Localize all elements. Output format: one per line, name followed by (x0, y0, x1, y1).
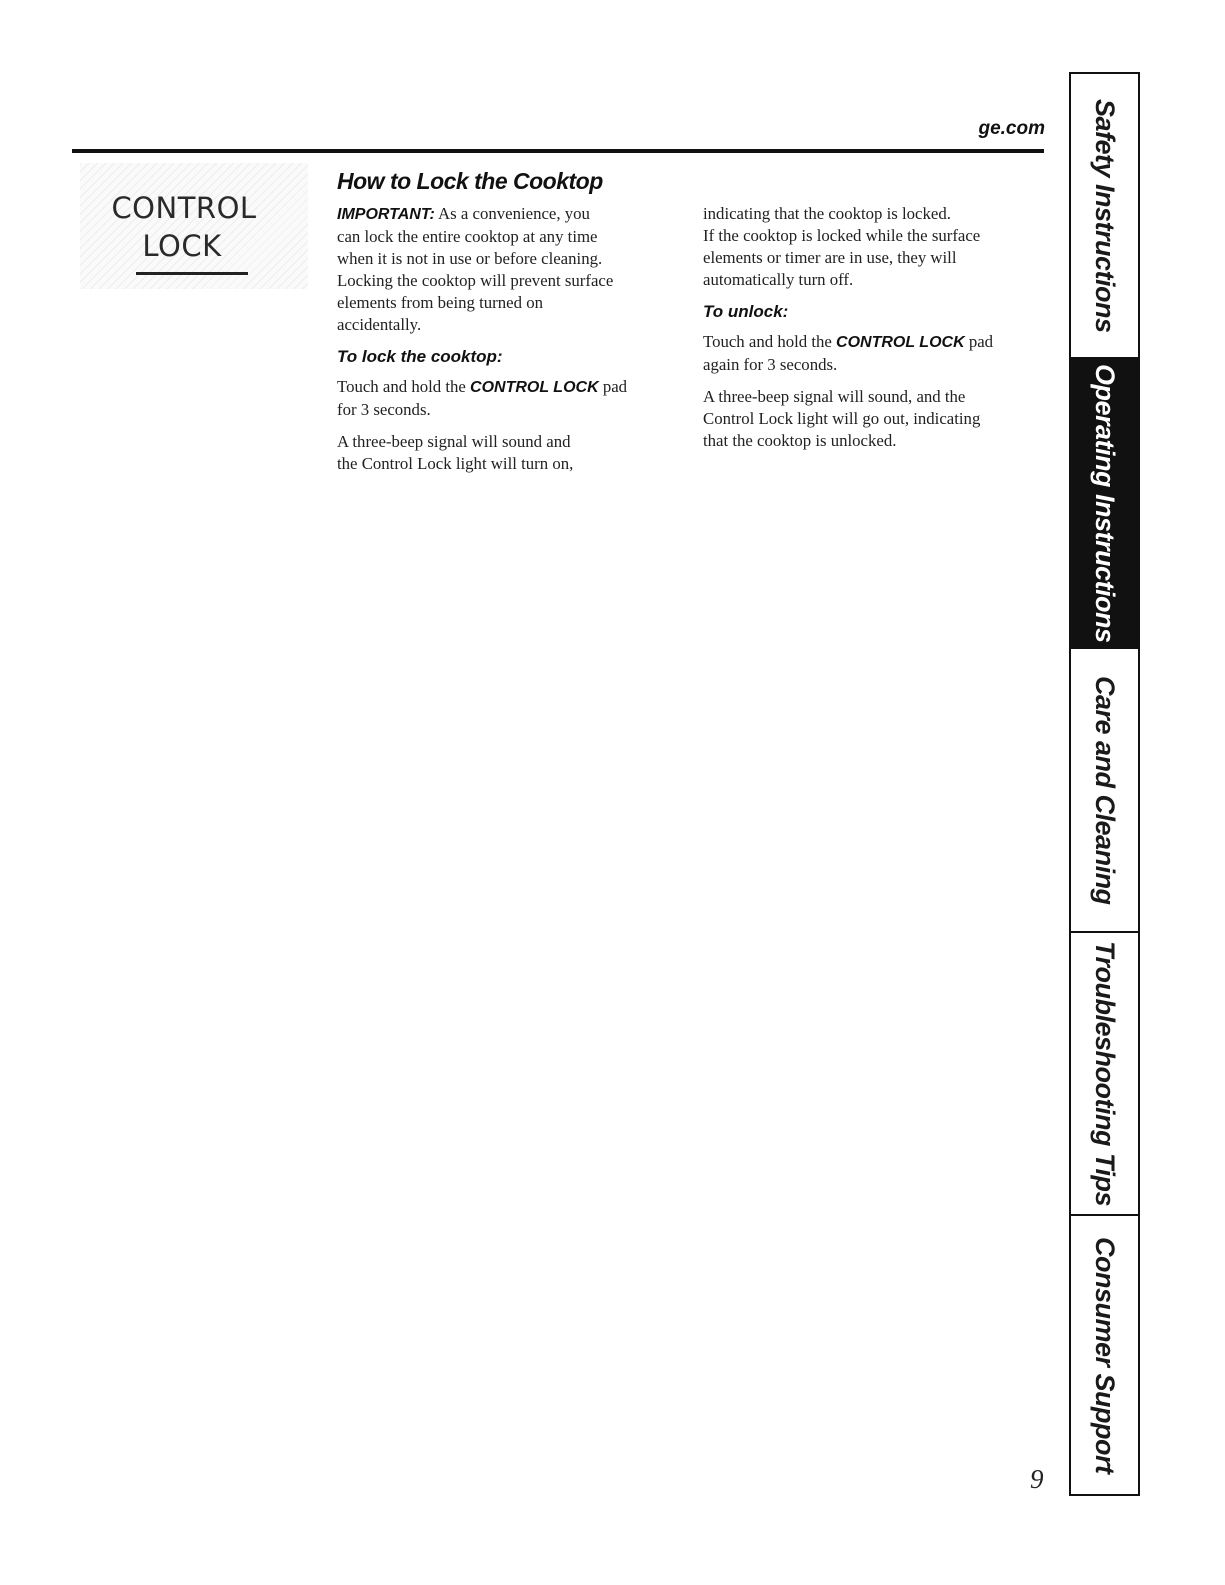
pad-label-lock: LOCK (142, 229, 222, 263)
unlock-signal-line: A three-beep signal will sound, and the (703, 387, 966, 406)
continued-line: If the cooktop is locked while the surface (703, 226, 981, 245)
tab-safety-instructions[interactable] (1071, 74, 1138, 357)
lock-step-paragraph (337, 376, 682, 421)
continued-paragraph (703, 203, 1048, 291)
tab-consumer-support[interactable] (1071, 1214, 1138, 1494)
control-lock-pad-name: CONTROL LOCK (470, 379, 599, 396)
pad-label-control: CONTROL (111, 191, 257, 225)
unlock-signal-paragraph (703, 386, 1048, 452)
unlock-step-suffix: pad (964, 332, 994, 351)
lock-step-suffix: pad (598, 377, 628, 396)
tab-troubleshooting-tips[interactable] (1071, 931, 1138, 1214)
left-column (337, 203, 682, 485)
continued-line: elements or timer are in use, they will (703, 248, 957, 267)
tab-operating-instructions[interactable] (1071, 357, 1138, 649)
continued-line: automatically turn off. (703, 270, 854, 289)
section-title: How to Lock the Cooktop (337, 168, 603, 194)
unlock-heading: To unlock: (703, 302, 789, 321)
tab-label: Consumer Support (1090, 1236, 1120, 1474)
unlock-step-line (703, 331, 1048, 354)
signal-line: A three-beep signal will sound and (337, 432, 571, 451)
intro-line: can lock the entire cooktop at any time (337, 227, 598, 246)
intro-paragraph (337, 203, 682, 336)
lock-heading: To lock the cooktop: (337, 347, 503, 366)
continued-line: indicating that the cooktop is locked. (703, 204, 951, 223)
intro-line: when it is not in use or before cleaning. (337, 249, 603, 268)
header-rule (72, 149, 1044, 153)
tab-label: Care and Cleaning (1090, 675, 1120, 905)
control-lock-pad-name: CONTROL LOCK (836, 334, 965, 351)
intro-line: Locking the cooktop will prevent surface (337, 271, 614, 290)
control-lock-pad-image (80, 163, 308, 289)
lock-signal-paragraph (337, 431, 682, 475)
intro-text: As a convenience, you (434, 204, 590, 223)
important-label: IMPORTANT: (337, 206, 435, 223)
tab-care-and-cleaning[interactable] (1071, 649, 1138, 931)
site-url[interactable]: ge.com (978, 118, 1045, 139)
page-number: 9 (1030, 1464, 1044, 1494)
tab-label: Operating Instructions (1090, 363, 1120, 643)
pad-indicator-bar (136, 272, 248, 275)
unlock-step-line: again for 3 seconds. (703, 355, 838, 374)
unlock-step-paragraph (703, 331, 1048, 376)
unlock-signal-line: Control Lock light will go out, indicating (703, 409, 981, 428)
intro-line: accidentally. (337, 315, 422, 334)
unlock-signal-line: that the cooktop is unlocked. (703, 431, 897, 450)
right-column (703, 203, 1048, 462)
lock-step-prefix: Touch and hold the (337, 377, 471, 396)
intro-line: elements from being turned on (337, 293, 543, 312)
tab-label: Troubleshooting Tips (1090, 941, 1120, 1206)
section-tabs (1069, 72, 1140, 1496)
unlock-step-prefix: Touch and hold the (703, 332, 837, 351)
lock-step-line (337, 376, 682, 399)
tab-label: Safety Instructions (1090, 98, 1120, 333)
signal-line: the Control Lock light will turn on, (337, 454, 574, 473)
intro-line (337, 203, 682, 226)
lock-step-line: for 3 seconds. (337, 400, 431, 419)
